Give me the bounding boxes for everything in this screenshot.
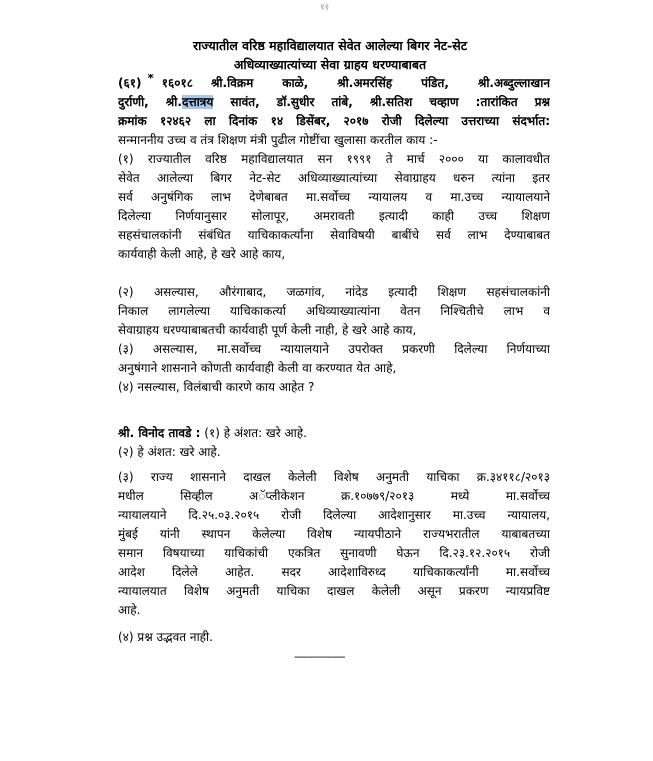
question-part-1 (118, 150, 550, 264)
answer-part-3-line: न्यायालयाने दि.२५.०३.२०१५ रोजी दिलेल्या आदेशानुसार मा.उच्च न्यायालय, (118, 508, 550, 522)
question-intro-line: सन्माननीय उच्च व तंत्र शिक्षण मंत्री पुढील गोष्टींचा खुलासा करतील काय :- (118, 133, 438, 147)
question-part-2 (118, 283, 550, 340)
question-part-1-line: सर्व अनुषंगिक लाभ देणेबाबत मा.सर्वोच्च न्यायालय व मा.उच्च न्यायालयाने (118, 190, 550, 204)
answer-part-3-line: न्यायालयात विशेष अनुमती याचिका दाखल केलेली असून प्रकरण न्यायप्रविष्ट (118, 584, 550, 598)
answer-part-3-line: (३) राज्य शासनाने दाखल केलेली विशेष अनुमती याचिका क्र.३४११८/२०१३ (118, 470, 550, 484)
question-header-line-2 (118, 93, 550, 112)
question-part-2-line: (२) असल्यास, औरंगाबाद, जळगांव, नांदेड इत्यादी शिक्षण सहसंचालकांनी (118, 285, 550, 299)
question-part-1-line: सेवेत आलेल्या बिगर नेट-सेट अधिव्याख्यात्यांच्या सेवाग्राहय धरुन त्यांना इतर (118, 171, 550, 185)
answer-part-3-line: मधील सिव्हील अॅप्लीकेशन क्र.१०७७९/२०१३ मध्ये मा.सर्वोच्च (118, 489, 550, 503)
highlighted-name: दत्तात्रय (181, 95, 214, 109)
question-part-1-line-last: कार्यवाही केली आहे, हे खरे आहे काय, (118, 247, 286, 261)
question-part-1-line: सहसंचालकांनी संबंधित याचिकाकर्त्यांना सेवाविषयी बाबींचे सर्व लाभ देण्याबाबत (118, 228, 550, 242)
question-id: १६०१८ (161, 76, 193, 90)
title-line-2: अधिव्याख्यात्यांच्या सेवा ग्राहय धरण्याबाबत (233, 57, 427, 72)
question-type-label: तारांकित प्रश्न (480, 95, 550, 109)
question-askers-part-b: सावंत, डॉ.सुधीर तांबे, श्री.सतिश चव्हाण : (213, 95, 481, 109)
end-divider: ----------------- (294, 650, 345, 663)
page-mark: ११ (320, 3, 330, 13)
question-part-3 (118, 340, 550, 378)
question-part-3-line: (३) असल्यास, मा.सर्वोच्च न्यायालयाने उपरोक्त प्रकरणी दिलेल्या निर्णयाच्या (118, 342, 550, 356)
question-number: (६१) (118, 76, 142, 90)
answer-first-line (118, 424, 550, 443)
question-reference-line: क्रमांक १२४६२ ला दिनांक १४ डिसेंबर, २०१७ रोजी दिलेल्या उत्तराच्या संदर्भात: (118, 114, 550, 128)
question-part-1-line: (१) राज्यातील वरिष्ठ महाविद्यालयात सन १९९१ ते मार्च २००० या कालावधीत (118, 152, 550, 166)
answer-part-3-line: मुंबई यांनी स्थापन केलेल्या विशेष न्यायपीठाने राज्यभरातील याबाबतच्या (118, 527, 550, 541)
question-askers-part-a: दुर्राणी, श्री. (118, 95, 182, 109)
title-line-1: राज्यातील वरिष्ठ महाविद्यालयात सेवेत आलेल्या बिगर नेट-सेट (192, 38, 467, 53)
answer-part-2: (२) हे अंशत: खरे आहे. (118, 445, 221, 459)
answer-part-3 (118, 468, 550, 620)
question-part-2-line-last: सेवाग्राहय धरण्याबाबतची कार्यवाही पूर्ण केली नाही, हे खरे आहे काय, (118, 323, 417, 337)
question-askers-line-1: श्री.विक्रम काळे, श्री.अमरसिंह पंडित, श्री.अब्दुल्लाखान (210, 76, 550, 90)
minister-name: श्री. विनोद तावडे : (118, 426, 201, 440)
question-part-4-line: (४) नसल्यास, विलंबाची कारणे काय आहेत ? (118, 380, 315, 394)
question-part-1-line: दिलेल्या निर्णयानुसार सोलापूर, अमरावती इत्यादी काही उच्च शिक्षण (118, 209, 550, 223)
starred-question-marker: * (147, 74, 154, 85)
document-title (120, 36, 540, 74)
question-part-4 (118, 378, 550, 397)
question-part-2-line: निकाल लागलेल्या याचिकाकर्त्या अधिव्याख्यात्यांना वेतन निश्चितीचे लाभ व (118, 304, 550, 318)
question-header-line-1 (118, 74, 550, 93)
question-part-3-line-last: अनुषंगाने शासनाने कोणती कार्यवाही केली वा करण्यात येत आहे, (118, 361, 397, 375)
answer-part-4: (४) प्रश्न उद्भवत नाही. (118, 630, 213, 644)
answer-block (118, 424, 550, 462)
answer-part-3-line: आदेश दिलेले आहेत. सदर आदेशाविरुध्द याचिकाकर्त्यांनी मा.सर्वोच्च (118, 565, 550, 579)
question-header (118, 74, 550, 150)
answer-part-1: (१) हे अंशत: खरे आहे. (204, 426, 307, 440)
answer-part-3-line: समान विषयाच्या याचिकांची एकत्रित सुनावणी घेऊन दि.२३.१२.२०१५ रोजी (118, 546, 550, 560)
answer-part-3-line-last: आहे. (118, 603, 141, 617)
